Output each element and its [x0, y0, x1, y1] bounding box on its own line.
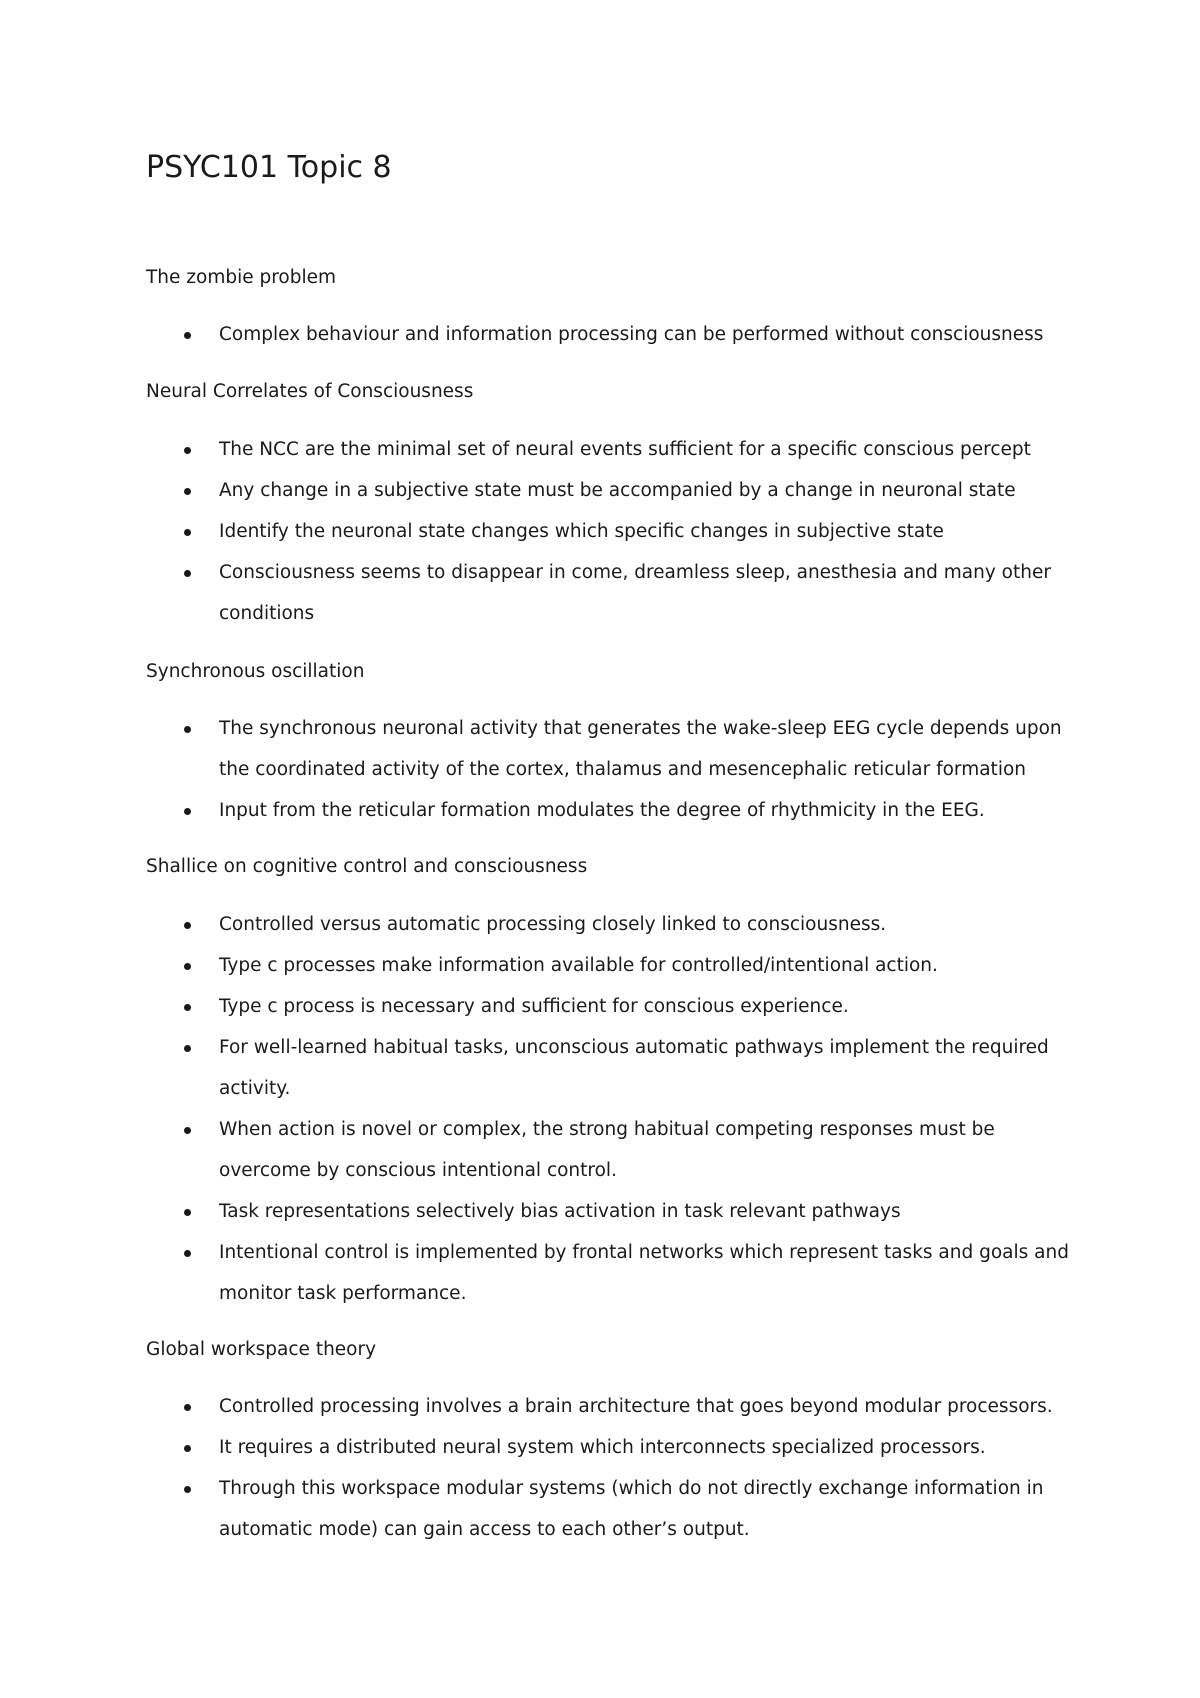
list-item-text: monitor task performance. [219, 1283, 467, 1304]
section-heading: Shallice on cognitive control and consciousness [146, 856, 588, 877]
bullet-icon [182, 1436, 192, 1460]
bullet-icon [182, 479, 192, 503]
list-item-text: Consciousness seems to disappear in come, dreamless sleep, anesthesia and many other [219, 562, 1051, 583]
bullet-icon [182, 438, 192, 462]
section-heading: Synchronous oscillation [146, 661, 365, 682]
list-item-text: Identify the neuronal state changes which specific changes in subjective state [219, 521, 944, 542]
list-item-text: It requires a distributed neural system which interconnects specialized processors. [219, 1437, 986, 1458]
bullet-icon [182, 799, 192, 823]
list-item-text: Complex behaviour and information processing can be performed without consciousness [219, 324, 1044, 345]
bullet-icon [182, 1241, 192, 1265]
bullet-icon [182, 1200, 192, 1224]
list-item-text: Type c processes make information available for controlled/intentional action. [219, 955, 938, 976]
list-item-text: automatic mode) can gain access to each other’s output. [219, 1519, 750, 1540]
list-item-text: activity. [219, 1078, 291, 1099]
list-item-text: the coordinated activity of the cortex, thalamus and mesencephalic reticular formation [219, 759, 1026, 780]
bullet-icon [182, 520, 192, 544]
list-item-text: The NCC are the minimal set of neural events sufficient for a specific conscious percept [219, 439, 1031, 460]
list-item-text: When action is novel or complex, the strong habitual competing responses must be [219, 1119, 995, 1140]
list-item-text: Any change in a subjective state must be accompanied by a change in neuronal state [219, 480, 1016, 501]
bullet-icon [182, 954, 192, 978]
list-item-text: Through this workspace modular systems (which do not directly exchange information in [219, 1478, 1044, 1499]
list-item-text: Type c process is necessary and sufficient for conscious experience. [219, 996, 849, 1017]
bullet-icon [182, 1118, 192, 1142]
bullet-icon [182, 323, 192, 347]
list-item-text: Task representations selectively bias activation in task relevant pathways [219, 1201, 901, 1222]
bullet-icon [182, 561, 192, 585]
bullet-icon [182, 1395, 192, 1419]
list-item-text: For well-learned habitual tasks, unconscious automatic pathways implement the required [219, 1037, 1049, 1058]
list-item-text: conditions [219, 603, 315, 624]
bullet-icon [182, 1477, 192, 1501]
list-item-text: Controlled versus automatic processing closely linked to consciousness. [219, 914, 887, 935]
section-heading: The zombie problem [146, 267, 337, 288]
document-title: PSYC101 Topic 8 [146, 150, 392, 185]
section-heading: Neural Correlates of Consciousness [146, 381, 474, 402]
bullet-icon [182, 1036, 192, 1060]
list-item-text: overcome by conscious intentional control. [219, 1160, 617, 1181]
list-item-text: Intentional control is implemented by frontal networks which represent tasks and goals and [219, 1242, 1069, 1263]
list-item-text: Input from the reticular formation modulates the degree of rhythmicity in the EEG. [219, 800, 985, 821]
list-item-text: Controlled processing involves a brain architecture that goes beyond modular processors. [219, 1396, 1053, 1417]
list-item-text: The synchronous neuronal activity that generates the wake-sleep EEG cycle depends upon [219, 718, 1062, 739]
bullet-icon [182, 717, 192, 741]
section-heading: Global workspace theory [146, 1339, 377, 1360]
bullet-icon [182, 913, 192, 937]
bullet-icon [182, 995, 192, 1019]
